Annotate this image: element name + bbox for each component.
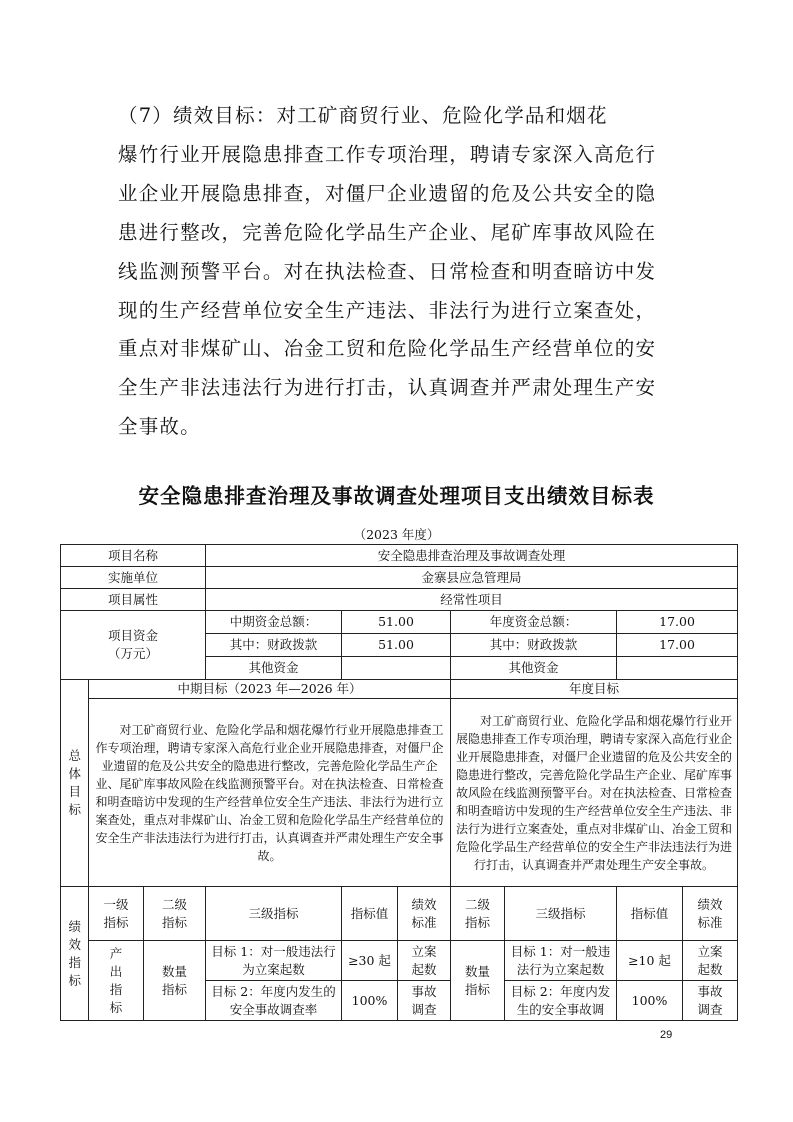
page-number: 29 bbox=[660, 1029, 673, 1041]
project-name-label: 项目名称 bbox=[61, 545, 206, 567]
table-row bbox=[61, 680, 738, 699]
mid-target-1: 目标 1：对一般违法行为立案起数 bbox=[206, 941, 342, 981]
year-target-2: 目标 2：年度内发生的安全事故调 bbox=[505, 981, 617, 1021]
year-other-value bbox=[617, 657, 738, 680]
year-goal-header: 年度目标 bbox=[451, 680, 738, 699]
year-goal-text: 对工矿商贸行业、危险化学品和烟花爆竹行业开展隐患排查工作专项治理，聘请专家深入高危行业企业开展隐患排查，对僵尸企业遗留的危及公共安全的隐患进行整改，完善危险化学品生产企业、尾矿库事故风险在线监测预警平台。对在执法检查、日常检查和明查暗访中发现的生产经营单位安全生产违法、非法行为进行立案查处，重点对非煤矿山、冶金工贸和危险化学品生产经营单位的安全生产非法违法行为进行打击，认真调查并严肃处理生产安全事故。 bbox=[451, 699, 738, 887]
attr-label: 项目属性 bbox=[61, 589, 206, 611]
mid-target-2-standard: 事故 调查 bbox=[398, 981, 451, 1021]
quantity-indicator-label-year: 数量 指标 bbox=[451, 941, 505, 1021]
header-standard-year: 绩效 标准 bbox=[683, 887, 738, 941]
paragraph-line: 全生产非法违法行为进行打击，认真调查并严肃处理生产安 bbox=[118, 376, 657, 400]
performance-target-table bbox=[60, 544, 738, 1021]
table-row bbox=[61, 887, 738, 941]
performance-goal-paragraph bbox=[118, 97, 688, 447]
paragraph-line: 业企业开展隐患排查，对僵尸企业遗留的危及公共安全的隐 bbox=[118, 181, 657, 205]
table-year: （2023 年度） bbox=[353, 527, 440, 542]
table-row bbox=[61, 699, 738, 887]
table-row bbox=[61, 545, 738, 567]
mid-goal-header: 中期目标（2023 年—2026 年） bbox=[89, 680, 451, 699]
year-target-1-standard: 立案 起数 bbox=[683, 941, 738, 981]
mid-target-1-value: ≥30 起 bbox=[342, 941, 398, 981]
unit-label: 实施单位 bbox=[61, 567, 206, 589]
mid-target-1-standard: 立案 起数 bbox=[398, 941, 451, 981]
year-total-label: 年度资金总额： bbox=[451, 611, 617, 634]
table-title: 安全隐患排查治理及事故调查处理项目支出绩效目标表 bbox=[138, 484, 655, 508]
paragraph-line: 爆竹行业开展隐患排查工作专项治理，聘请专家深入高危行 bbox=[118, 142, 657, 166]
mid-other-label: 其他资金 bbox=[206, 657, 342, 680]
year-target-1: 目标 1：对一般违法行为立案起数 bbox=[505, 941, 617, 981]
paragraph-line: 线监测预警平台。对在执法检查、日常检查和明查暗访中发 bbox=[118, 259, 657, 283]
mid-total-value: 51.00 bbox=[342, 611, 451, 634]
header-level2-year: 二级 指标 bbox=[451, 887, 505, 941]
quantity-indicator-label: 数量 指标 bbox=[144, 941, 206, 1021]
funds-label: 项目资金 （万元） bbox=[61, 611, 206, 680]
mid-target-2-value: 100% bbox=[342, 981, 398, 1021]
year-other-label: 其他资金 bbox=[451, 657, 617, 680]
header-level2: 二级 指标 bbox=[144, 887, 206, 941]
table-row bbox=[61, 589, 738, 611]
paragraph-line: 现的生产经营单位安全生产违法、非法行为进行立案查处， bbox=[118, 298, 657, 322]
paragraph-line: 患进行整改，完善危险化学品生产企业、尾矿库事故风险在 bbox=[118, 220, 657, 244]
header-standard: 绩效 标准 bbox=[398, 887, 451, 941]
overall-goal-label: 总体目标 bbox=[61, 680, 89, 887]
paragraph-line: 全事故。 bbox=[118, 415, 201, 439]
paragraph-line: 重点对非煤矿山、冶金工贸和危险化学品生产经营单位的安 bbox=[118, 337, 657, 361]
year-target-2-value: 100% bbox=[617, 981, 683, 1021]
year-target-1-value: ≥10 起 bbox=[617, 941, 683, 981]
performance-indicator-label: 绩效指标 bbox=[61, 887, 89, 1021]
header-value-year: 指标值 bbox=[617, 887, 683, 941]
attr-value: 经常性项目 bbox=[206, 589, 738, 611]
year-fiscal-label: 其中：财政拨款 bbox=[451, 634, 617, 657]
mid-total-label: 中期资金总额： bbox=[206, 611, 342, 634]
paragraph-line: （7）绩效目标：对工矿商贸行业、危险化学品和烟花 bbox=[118, 104, 608, 127]
mid-other-value bbox=[342, 657, 451, 680]
mid-goal-text: 对工矿商贸行业、危险化学品和烟花爆竹行业开展隐患排查工作专项治理，聘请专家深入高危行业企业开展隐患排查，对僵尸企业遗留的危及公共安全的隐患进行整改，完善危险化学品生产企业、尾矿库事故风险在线监测预警平台。对在执法检查、日常检查和明查暗访中发现的生产经营单位安全生产违法、非法行为进行立案查处，重点对非煤矿山、冶金工贸和危险化学品生产经营单位的安全生产非法违法行为进行打击，认真调查并严肃处理生产安全事故。 bbox=[89, 699, 451, 887]
mid-fiscal-label: 其中：财政拨款 bbox=[206, 634, 342, 657]
header-level3-year: 三级指标 bbox=[505, 887, 617, 941]
table-row bbox=[61, 567, 738, 589]
table-row bbox=[61, 941, 738, 981]
mid-fiscal-value: 51.00 bbox=[342, 634, 451, 657]
header-level1: 一级 指标 bbox=[89, 887, 144, 941]
header-level3: 三级指标 bbox=[206, 887, 342, 941]
header-value: 指标值 bbox=[342, 887, 398, 941]
output-indicator-label: 产出指标 bbox=[89, 941, 144, 1021]
year-target-2-standard: 事故 调查 bbox=[683, 981, 738, 1021]
year-fiscal-value: 17.00 bbox=[617, 634, 738, 657]
year-total-value: 17.00 bbox=[617, 611, 738, 634]
project-name-value: 安全隐患排查治理及事故调查处理 bbox=[206, 545, 738, 567]
mid-target-2: 目标 2：年度内发生的安全事故调查率 bbox=[206, 981, 342, 1021]
table-row bbox=[61, 611, 738, 634]
unit-value: 金寨县应急管理局 bbox=[206, 567, 738, 589]
